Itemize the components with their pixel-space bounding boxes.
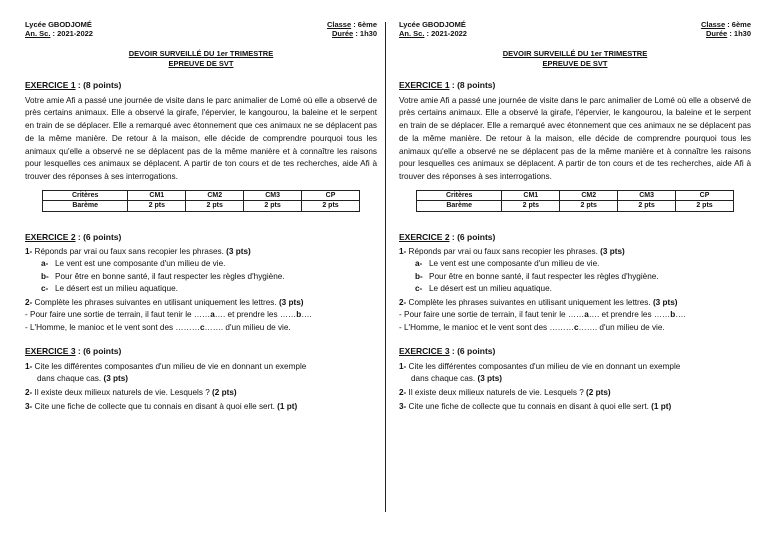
exercise-1-title: EXERCICE 1 : (8 points) [25, 80, 122, 91]
header-row-1 [25, 20, 377, 29]
list-item: b- Pour être en bonne santé, il faut respecter les règles d'hygiène. [415, 271, 659, 281]
fill-in-line-2: - L'Homme, le manioc et le vent sont des ………c……. d'un milieu de vie. [25, 322, 291, 332]
exercise-1-text: Votre amie Afi a passé une journée de visite dans le parc animalier de Lomé où elle a observé de près certains animaux. Elle a observé la girafe, l'épervier, le kangourou, la baleine et le serpent en train de se déplacer. Elle a remarqué avec étonnement que ces animaux ne se déplacent pas de la même manière. De retour à la maison, elle décide de comprendre pourquoi tous les animaux qu'elle a observé ne se déplacent pas de la même manière et à connaître les raisons pour lesquelles ces animaux se déplacent. A partir de ton cours et de tes recherches, aide Afi à trouver des réponses à ses interrogations. [25, 95, 377, 181]
table-row [417, 190, 734, 200]
table-cell: CM3 [244, 190, 302, 200]
table-cell: CM1 [128, 190, 186, 200]
table-cell: 2 pts [676, 201, 734, 211]
table-cell: 2 pts [618, 201, 676, 211]
table-cell: 2 pts [244, 201, 302, 211]
criteria-table [416, 190, 734, 212]
table-row [43, 190, 360, 200]
exercise-1-title: EXERCICE 1 : (8 points) [399, 80, 496, 91]
exam-copy-left [25, 20, 377, 414]
column-divider [385, 22, 386, 512]
table-cell: Critères [417, 190, 502, 200]
table-cell: CM2 [186, 190, 244, 200]
header-row-1 [399, 20, 751, 29]
class-info: Classe : 6ème [700, 20, 751, 29]
fill-in-line-1: - Pour faire une sortie de terrain, il faut tenir le ……a…. et prendre les ……b…. [399, 310, 686, 320]
fill-in-line-1: - Pour faire une sortie de terrain, il faut tenir le ……a…. et prendre les ……b…. [25, 310, 312, 320]
list-item: a- Le vent est une composante d'un milieu de vie. [415, 259, 600, 269]
table-cell: 2 pts [186, 201, 244, 211]
table-cell: CP [302, 190, 360, 200]
school-name: Lycée GBODJOMÉ [399, 20, 466, 29]
table-cell: Barème [417, 201, 502, 211]
table-cell: 2 pts [302, 201, 360, 211]
table-cell: 2 pts [502, 201, 560, 211]
exercise-3-question-1: 1- Cite les différentes composantes d'un milieu de vie en donnant un exemple dans chaque cas. (3 pts) [399, 361, 681, 383]
year-info: An. Sc. : 2021-2022 [399, 29, 467, 39]
exercise-2-question-2: 2- Complète les phrases suivantes en utilisant uniquement les lettres. (3 pts) [25, 298, 304, 308]
exam-title: DEVOIR SURVEILLÉ DU 1er TRIMESTRE EPREUVE DE SVT [502, 48, 648, 68]
table-cell: CP [676, 190, 734, 200]
list-item: c- Le désert est un milieu aquatique. [415, 283, 552, 293]
exercise-2-question-2: 2- Complète les phrases suivantes en utilisant uniquement les lettres. (3 pts) [399, 298, 678, 308]
fill-in-line-2: - L'Homme, le manioc et le vent sont des ………c……. d'un milieu de vie. [399, 322, 665, 332]
exercise-2-title: EXERCICE 2 : (6 points) [399, 231, 496, 242]
header-row-2 [399, 29, 751, 38]
duration-info: Durée : 1h30 [331, 29, 377, 39]
table-row [417, 201, 734, 211]
exercise-3-question-1: 1- Cite les différentes composantes d'un milieu de vie en donnant un exemple dans chaque cas. (3 pts) [25, 361, 307, 383]
list-item: a- Le vent est une composante d'un milieu de vie. [41, 259, 226, 269]
exercise-2-title: EXERCICE 2 : (6 points) [25, 231, 122, 242]
class-info: Classe : 6ème [326, 20, 377, 29]
exercise-2-question-1: 1- Réponds par vrai ou faux sans recopier les phrases. (3 pts) [25, 246, 251, 256]
exercise-3-question-2: 2- Il existe deux milieux naturels de vie. Lesquels ? (2 pts) [25, 388, 237, 398]
exercise-1-text: Votre amie Afi a passé une journée de visite dans le parc animalier de Lomé où elle a observé de près certains animaux. Elle a observé la girafe, l'épervier, le kangourou, la baleine et le serpent en train de se déplacer. Elle a remarqué avec étonnement que ces animaux ne se déplacent pas de la même manière. De retour à la maison, elle décide de comprendre pourquoi tous les animaux qu'elle a observé ne se déplacent pas de la même manière et à connaître les raisons pour lesquelles ces animaux se déplacent. A partir de ton cours et de tes recherches, aide Afi à trouver des réponses à ses interrogations. [399, 95, 751, 181]
list-item: c- Le désert est un milieu aquatique. [41, 283, 178, 293]
table-cell: 2 pts [560, 201, 618, 211]
table-cell: Barème [43, 201, 128, 211]
table-cell: CM2 [560, 190, 618, 200]
school-name: Lycée GBODJOMÉ [25, 20, 92, 29]
table-cell: CM3 [618, 190, 676, 200]
criteria-table [42, 190, 360, 212]
exercise-3-question-3: 3- Cite une fiche de collecte que tu connais en disant à quoi elle sert. (1 pt) [25, 402, 298, 412]
table-cell: Critères [43, 190, 128, 200]
year-info: An. Sc. : 2021-2022 [25, 29, 93, 39]
exercise-2-question-1: 1- Réponds par vrai ou faux sans recopier les phrases. (3 pts) [399, 246, 625, 256]
table-cell: CM1 [502, 190, 560, 200]
exam-title: DEVOIR SURVEILLÉ DU 1er TRIMESTRE EPREUVE DE SVT [128, 48, 274, 68]
list-item: b- Pour être en bonne santé, il faut respecter les règles d'hygiène. [41, 271, 285, 281]
table-row [43, 201, 360, 211]
exercise-3-question-3: 3- Cite une fiche de collecte que tu connais en disant à quoi elle sert. (1 pt) [399, 402, 672, 412]
header-row-2 [25, 29, 377, 38]
exercise-3-title: EXERCICE 3 : (6 points) [399, 346, 496, 357]
duration-info: Durée : 1h30 [705, 29, 751, 39]
table-cell: 2 pts [128, 201, 186, 211]
exam-copy-right [399, 20, 751, 414]
exercise-3-question-2: 2- Il existe deux milieux naturels de vie. Lesquels ? (2 pts) [399, 388, 611, 398]
exercise-3-title: EXERCICE 3 : (6 points) [25, 346, 122, 357]
